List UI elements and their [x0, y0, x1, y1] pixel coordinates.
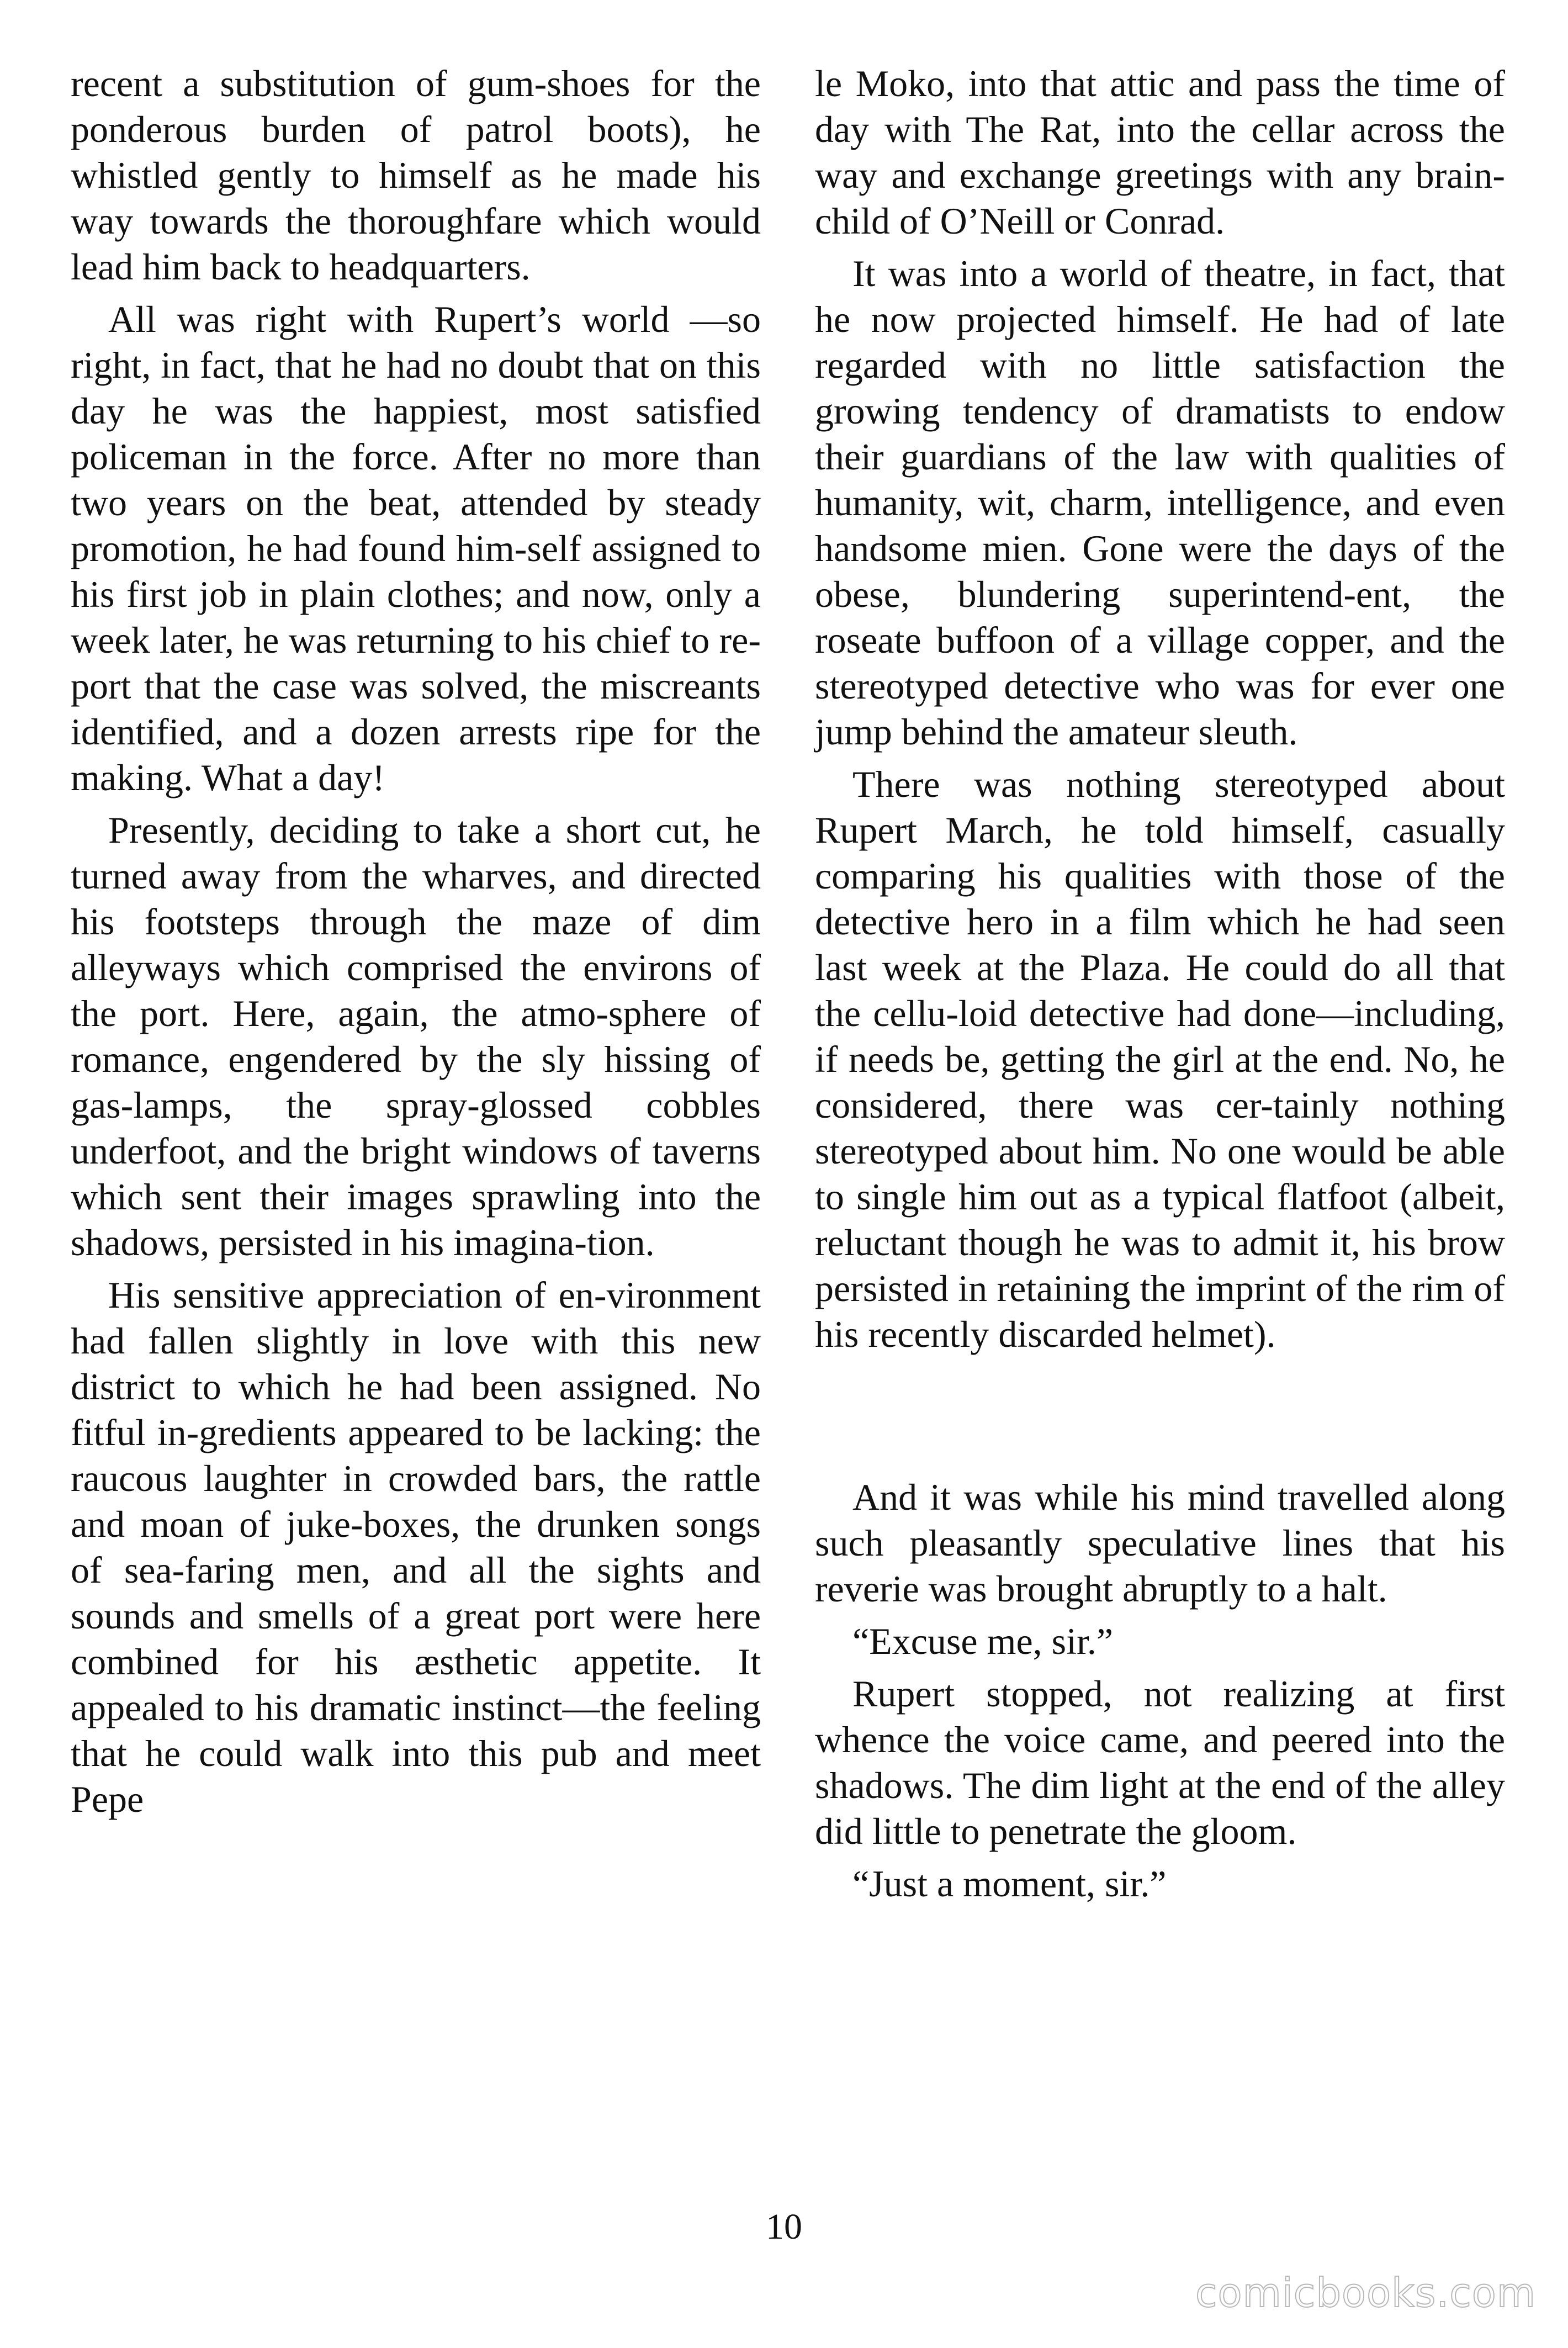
left-column — [71, 61, 761, 1829]
paragraph: His sensitive appreciation of en-vironment had fallen slightly in love with this new district to which he had been assigned. No fitful in-gredients appeared to be lacking: the raucous laughter in crowded bars, the rattle and moan of juke-boxes, the drunken songs of sea-faring men, and all the sights and sounds and smells of a great port were here combined for his æsthetic appetite. It appealed to his dramatic instinct—the feeling that he could walk into this pub and meet Pepe — [71, 1274, 761, 1820]
paragraph: recent a substitution of gum-shoes for the ponderous burden of patrol boots), he whistled gently to himself as he made his way towards the thoroughfare which would lead him back to headquarters. — [71, 62, 761, 288]
paragraph: And it was while his mind travelled along such pleasantly speculative lines that his reverie was brought abruptly to a halt. — [815, 1476, 1505, 1610]
page-number: 10 — [766, 2207, 802, 2247]
paragraph: It was into a world of theatre, in fact, that he now projected himself. He had of late regarded with no little satisfaction the growing tendency of dramatists to endow their guardians of the law with qualities of humanity, wit, charm, intelligence, and even handsome mien. Gone were the days of the obese, blundering superintend-ent, the roseate buffoon of a village copper, and the stereotyped detective who was for ever one jump behind the amateur sleuth. — [815, 252, 1505, 753]
paragraph: All was right with Rupert’s world —so right, in fact, that he had no doubt that on this day he was the happiest, most satisfied policeman in the force. After no more than two years on the beat, attended by steady promotion, he had found him-self assigned to his first job in plain clothes; and now, only a week later, he was returning to his chief to re-port that the case was solved, the miscreants identified, and a dozen arrests ripe for the making. What a day! — [71, 298, 761, 798]
section-break — [815, 1364, 1505, 1474]
paragraph: There was nothing stereotyped about Rupert March, he told himself, casually comparing his qualities with those of the detective hero in a film which he had seen last week at the Plaza. He could do all that the cellu-loid detective had done—including, if needs be, getting the girl at the end. No, he considered, there was cer-tainly nothing stereotyped about him. No one would be able to single him out as a typical flatfoot (albeit, reluctant though he was to admit it, his brow persisted in retaining the imprint of the rim of his recently discarded helmet). — [815, 763, 1505, 1355]
paragraph: Presently, deciding to take a short cut, he turned away from the wharves, and directed his footsteps through the maze of dim alleyways which comprised the environs of the port. Here, again, the atmo-sphere of romance, engendered by the sly hissing of gas-lamps, the spray-glossed cobbles underfoot, and the bright windows of taverns which sent their images sprawling into the shadows, persisted in his imagina-tion. — [71, 809, 761, 1263]
paragraph: Rupert stopped, not realizing at first whence the voice came, and peered into the shadows. The dim light at the end of the alley did little to penetrate the gloom. — [815, 1673, 1505, 1852]
watermark: comicbooks.com — [1195, 2270, 1536, 2316]
paragraph: le Moko, into that attic and pass the time of day with The Rat, into the cellar across the way and exchange greetings with any brain-child of O’Neill or Conrad. — [815, 62, 1505, 242]
paragraph: “Just a moment, sir.” — [852, 1863, 1167, 1905]
right-column — [815, 61, 1505, 1913]
paragraph: “Excuse me, sir.” — [852, 1620, 1114, 1662]
